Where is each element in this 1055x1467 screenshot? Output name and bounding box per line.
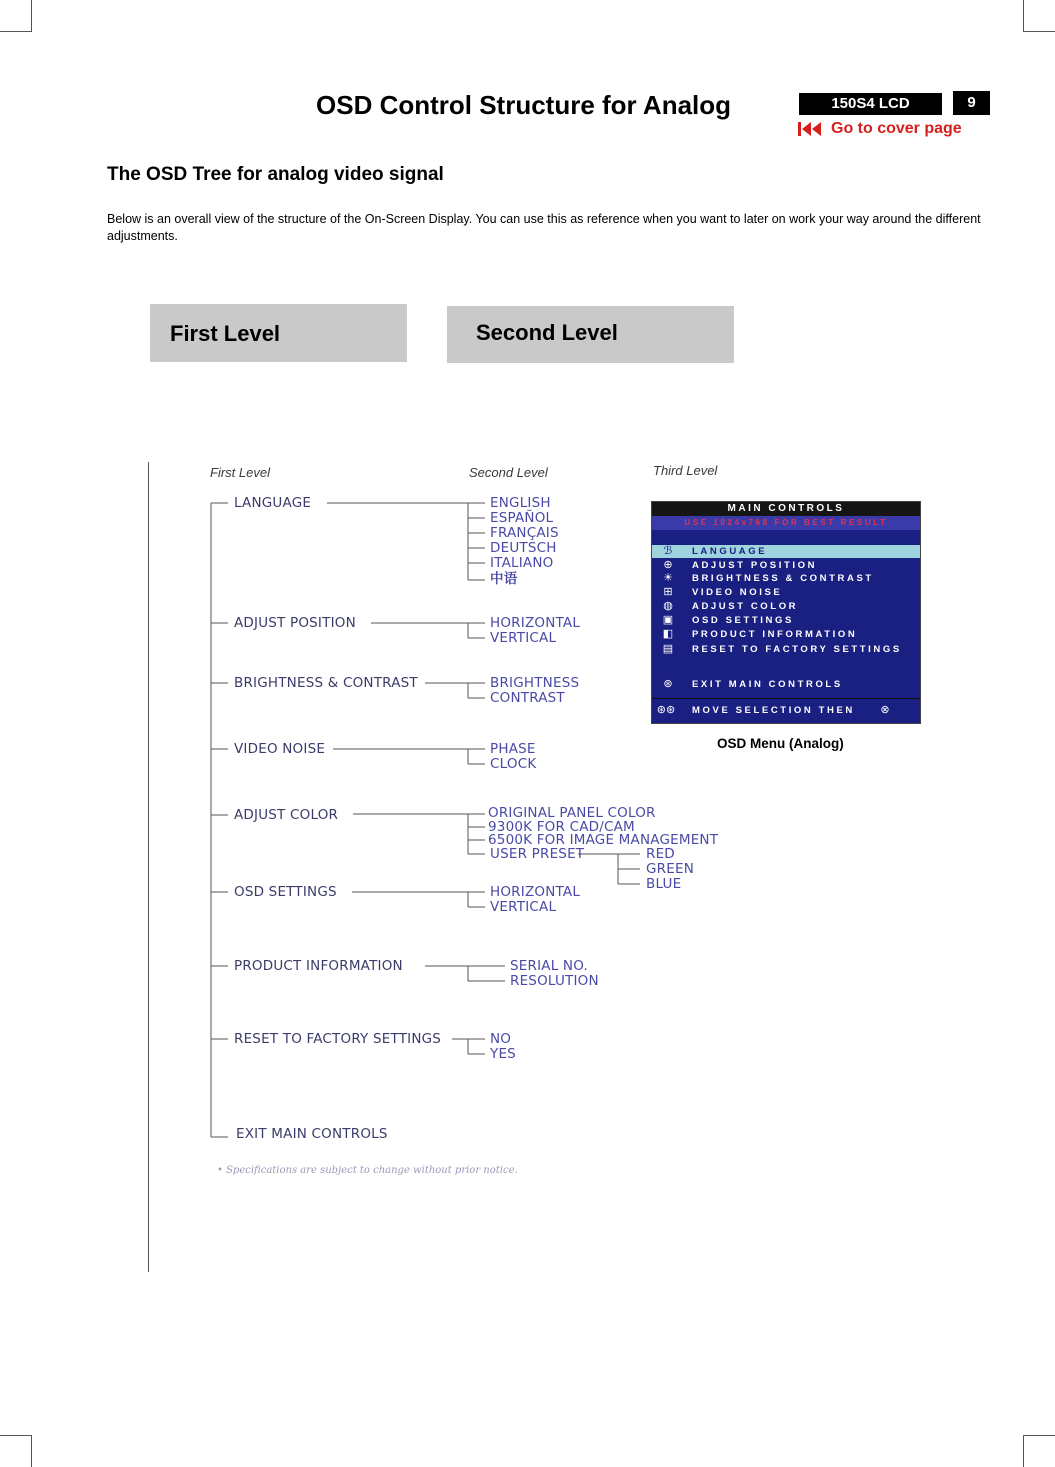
tree-second-level-item: SERIAL NO.	[510, 958, 588, 974]
osd-menu-item-language	[652, 545, 920, 558]
section-title: The OSD Tree for analog video signal	[107, 164, 444, 185]
tree-third-level-item: RED	[646, 846, 675, 862]
tree-second-level-item: RESOLUTION	[510, 973, 599, 989]
tree-second-level-item: HORIZONTAL	[490, 884, 581, 900]
tree-second-level-item: ENGLISH	[490, 495, 551, 511]
tree-first-level-item: EXIT MAIN CONTROLS	[236, 1126, 388, 1142]
tree-third-level-item: BLUE	[646, 876, 682, 892]
tree-second-level-item: CONTRAST	[490, 690, 565, 706]
osd-menu-item-osd	[652, 614, 920, 627]
osd-menu-item-label: ADJUST POSITION	[692, 560, 818, 571]
osd-menu-item-label: RESET TO FACTORY SETTINGS	[692, 644, 902, 655]
osd-menu-item-label: EXIT MAIN CONTROLS	[692, 679, 843, 690]
tree-second-level-item: NO	[490, 1031, 512, 1047]
osd-menu-item-label: PRODUCT INFORMATION	[692, 629, 858, 640]
tree-first-level-item: ADJUST COLOR	[234, 807, 339, 823]
tree-second-level-item: ESPAÑOL	[490, 510, 554, 526]
tree-second-level-item: FRANÇAIS	[490, 525, 559, 541]
specifications-note: • Specifications are subject to change without prior notice.	[217, 1165, 518, 1176]
osd-menu-item-exit	[652, 678, 920, 691]
tree-first-level-item: ADJUST POSITION	[234, 615, 356, 631]
model-badge: 150S4 LCD	[799, 93, 942, 115]
first-level-label: First Level	[170, 321, 281, 346]
osd-menu-item-label: VIDEO NOISE	[692, 587, 783, 598]
go-to-cover-label: Go to cover page	[831, 120, 962, 137]
osd-menu-header: MAIN CONTROLS	[652, 502, 920, 516]
osd-menu-item-label: OSD SETTINGS	[692, 615, 794, 626]
intro-paragraph: Below is an overall view of the structure of the On-Screen Display. You can use this as reference when you want to later on work your way around the different adjustments.	[107, 212, 981, 243]
noise-icon: ⊞	[663, 586, 673, 598]
osd-menu-item-reset	[652, 643, 920, 656]
tree-second-level-item: YES	[490, 1046, 516, 1062]
diagram-header-second: Second Level	[469, 465, 548, 480]
osd-menu-footer	[652, 704, 920, 717]
language-icon: ℬ	[663, 545, 673, 557]
diagram-header-first: First Level	[210, 465, 270, 480]
osd-menu-divider	[652, 698, 920, 699]
tree-second-level-item: 中语	[490, 571, 518, 587]
osd-menu-item-label: ADJUST COLOR	[692, 601, 799, 612]
navigation-buttons-icon: ⊛⊛	[656, 704, 676, 716]
page-title: OSD Control Structure for Analog	[316, 90, 732, 120]
tree-second-level-item: ORIGINAL PANEL COLOR	[488, 805, 656, 821]
osd-menu-item-brightness	[652, 572, 920, 585]
tree-second-level-item: CLOCK	[490, 756, 537, 772]
osd-menu-item-position	[652, 559, 920, 572]
tree-second-level-item: VERTICAL	[490, 899, 557, 915]
tree-second-level-item: 6500K FOR IMAGE MANAGEMENT	[488, 832, 719, 848]
tree-second-level-item: BRIGHTNESS	[490, 675, 580, 691]
exit-icon: ⊛	[663, 678, 673, 690]
tree-second-level-item: USER PRESET	[490, 846, 585, 862]
osd-menu-footer-label: MOVE SELECTION THEN	[692, 705, 855, 716]
osd-menu-item-color	[652, 600, 920, 613]
osd-menu-caption: OSD Menu (Analog)	[717, 736, 844, 751]
tree-second-level-item: ITALIANO	[490, 555, 554, 571]
brightness-icon: ☀	[663, 572, 673, 584]
tree-first-level-item: RESET TO FACTORY SETTINGS	[234, 1031, 442, 1047]
osd-menu-item-label: BRIGHTNESS & CONTRAST	[692, 573, 874, 584]
osd-menu-subheader: USE 1024x768 FOR BEST RESULT	[652, 516, 920, 530]
tree-first-level-item: LANGUAGE	[234, 495, 312, 511]
tree-second-level-item: 9300K FOR CAD/CAM	[488, 819, 635, 835]
tree-second-level-item: PHASE	[490, 741, 536, 757]
tree-first-level-item: BRIGHTNESS & CONTRAST	[234, 675, 418, 691]
second-level-label: Second Level	[476, 320, 618, 345]
osd-menu-screen	[651, 501, 921, 724]
tree-second-level-item: HORIZONTAL	[490, 615, 581, 631]
tree-third-level-item: GREEN	[646, 861, 694, 877]
tree-first-level-item: OSD SETTINGS	[234, 884, 337, 900]
osd-menu-item-info	[652, 628, 920, 641]
tree-second-level-item: VERTICAL	[490, 630, 557, 646]
position-icon: ⊕	[663, 559, 673, 571]
osd-icon: ▣	[662, 614, 674, 626]
ok-button-icon: ⊗	[880, 704, 890, 716]
osd-menu-item-label: LANGUAGE	[692, 546, 768, 557]
tree-first-level-item: PRODUCT INFORMATION	[234, 958, 403, 974]
reset-icon: ▤	[662, 643, 674, 655]
page-number-badge: 9	[953, 91, 990, 115]
tree-second-level-item: DEUTSCH	[490, 540, 557, 556]
info-icon: ◧	[662, 628, 674, 640]
tree-first-level-item: VIDEO NOISE	[234, 741, 326, 757]
diagram-header-third: Third Level	[653, 463, 718, 478]
color-icon: ◍	[663, 600, 673, 612]
osd-menu-item-noise	[652, 586, 920, 599]
